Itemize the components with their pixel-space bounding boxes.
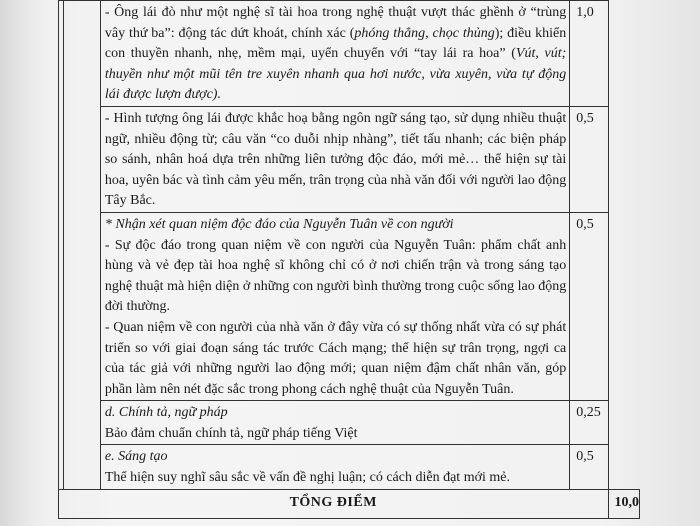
text-line: triển so với giai đoạn sáng tác trước Cách mạng; thể hiện sự trân trọng, ngợi ca bbox=[104, 340, 567, 356]
text-segment: con thuyền nhanh, nhẹ, mềm mại, uyển chuyển với “tay lái ra hoa” ( bbox=[104, 46, 516, 62]
text-line: ngữ, nhiều động từ; câu văn “co duỗi nhịp nhàng”, tiết tấu nhanh; các biện pháp bbox=[104, 131, 567, 147]
text-line: lái được lượn được). bbox=[104, 87, 221, 103]
section-heading: e. Sáng tạo bbox=[104, 449, 168, 465]
text-line: hùng và vẻ đẹp tài hoa nghệ sĩ không chỉ có ở nơi chiến trận và trong sáng tạo bbox=[104, 258, 567, 274]
total-score: 10,0 bbox=[608, 489, 640, 518]
score-cell: 0,5 bbox=[570, 445, 608, 489]
text-segment: ); điều khiển bbox=[494, 25, 567, 41]
text-line: - Hình tượng ông lái được khắc hoạ bằng ngôn ngữ sáng tạo, sử dụng nhiều thuật bbox=[104, 110, 567, 126]
text-line bbox=[105, 44, 566, 65]
text-segment: vây thứ ba”: động tác dứt khoát, chính xác ( bbox=[104, 25, 355, 41]
text-line: - Quan niệm về con người của nhà văn ở đây vừa có sự thống nhất vừa có sự phát bbox=[104, 319, 567, 335]
text-line: thuyền như một mũi tên tre xuyên nhanh qua hơi nước, vừa xuyên, vừa tự động bbox=[104, 66, 567, 82]
text-line: hoa, uyên bác và tình cảm yêu mến, trân trọng của nhà văn đối với người lao động bbox=[104, 172, 567, 188]
total-row bbox=[59, 489, 640, 518]
quote-phrase: Vút, vút; bbox=[515, 46, 567, 62]
table-row bbox=[59, 1, 640, 107]
scoring-table bbox=[58, 0, 640, 519]
content-cell bbox=[100, 401, 569, 445]
text-line: so sánh, nhân hoá dựa trên những liên tưởng độc đáo, mới mẻ… thể hiện sự tài bbox=[104, 152, 567, 168]
content-cell bbox=[100, 106, 569, 212]
score-cell: 0,25 bbox=[570, 401, 608, 445]
text-line: của tác giả với những người lao động mới; quan niệm đậm chất nhân văn, góp bbox=[104, 361, 567, 377]
text-line: Tây Bắc. bbox=[104, 193, 156, 209]
section-heading: d. Chính tả, ngữ pháp bbox=[104, 405, 228, 421]
table-row bbox=[59, 106, 640, 212]
text-line: - Sự độc đáo trong quan niệm về con người của Nguyễn Tuân: phẩm chất anh bbox=[104, 237, 567, 253]
text-line: nghệ thuật mà hiện diện ở những con người bình thường trong cuộc sống lao động bbox=[104, 278, 567, 294]
total-label: TỔNG ĐIỂM bbox=[59, 489, 609, 518]
blank-criteria-cell bbox=[63, 1, 100, 490]
score-cell: 1,0 bbox=[570, 1, 608, 107]
content-cell bbox=[100, 445, 569, 489]
content-cell bbox=[100, 1, 569, 107]
score-cell: 0,5 bbox=[570, 106, 608, 212]
table-row bbox=[59, 401, 640, 445]
text-line: phần làm nên nét đặc sắc trong phong cách nghệ thuật của Nguyễn Tuân. bbox=[104, 381, 514, 397]
table-row bbox=[59, 212, 640, 400]
table-row bbox=[59, 445, 640, 489]
content-cell bbox=[100, 212, 569, 400]
text-line bbox=[105, 24, 566, 45]
text-line: Thể hiện suy nghĩ sâu sắc về vấn đề nghị luận; có cách diễn đạt mới mẻ. bbox=[104, 470, 510, 486]
score-cell: 0,5 bbox=[570, 212, 608, 400]
text-line: - Ông lái đò như một nghệ sĩ tài hoa trong nghệ thuật vượt thác ghềnh ở “trùng bbox=[104, 5, 567, 20]
text-line: Bảo đảm chuẩn chính tả, ngữ pháp tiếng Việt bbox=[104, 425, 358, 441]
quote-phrase: phóng thẳng, chọc thủng bbox=[354, 25, 495, 41]
text-line: đời thường. bbox=[104, 299, 171, 315]
section-heading: * Nhận xét quan niệm độc đáo của Nguyễn Tuân về con người bbox=[104, 216, 454, 232]
